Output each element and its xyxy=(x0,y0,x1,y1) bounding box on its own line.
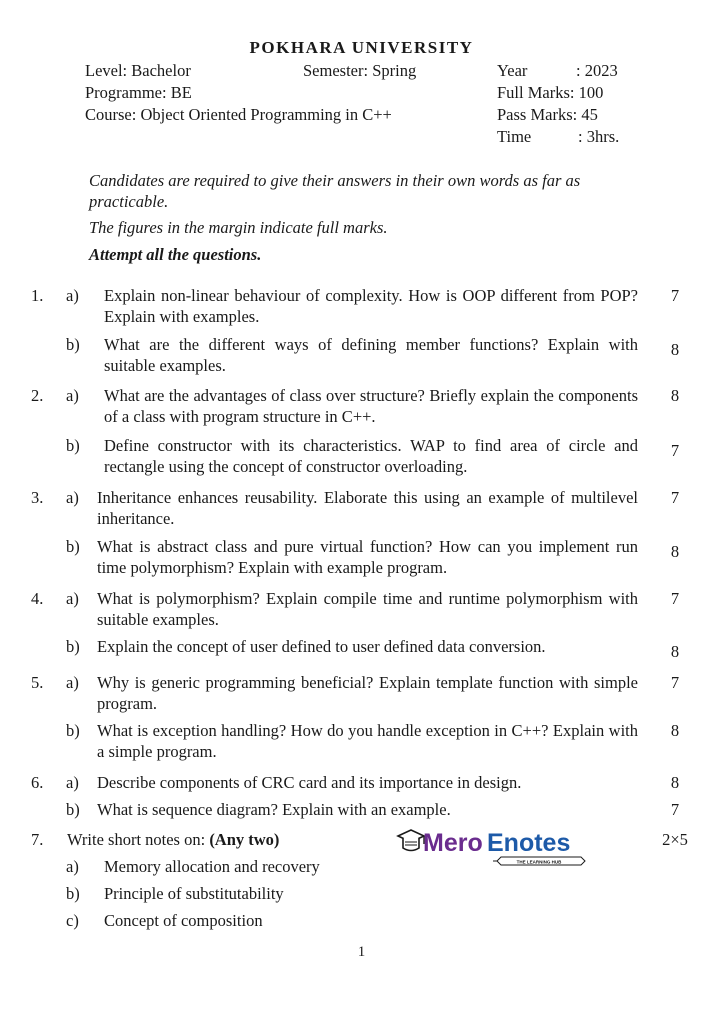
subpart-label: a) xyxy=(66,773,79,792)
question-text: Concept of composition xyxy=(104,911,263,930)
logo-tagline: THE LEARNING HUB xyxy=(516,859,562,865)
subpart-label: b) xyxy=(66,436,80,455)
question-number: 6. xyxy=(31,773,44,792)
marks-2a: 8 xyxy=(670,386,680,405)
subpart-label: b) xyxy=(66,537,80,556)
question-number: 2. xyxy=(31,386,44,405)
question-text: Define constructor with its characteristics. WAP to find area of circle and rectangle using the concept of constructor overloading. xyxy=(104,436,638,476)
subpart-label: b) xyxy=(66,884,80,903)
question-number: 5. xyxy=(31,673,44,692)
marks-2b: 7 xyxy=(670,441,680,460)
question-number: 1. xyxy=(31,286,44,305)
subpart-label: c) xyxy=(66,911,79,930)
marks-3b: 8 xyxy=(670,542,680,561)
question-text: Inheritance enhances reusability. Elaborate this using an example of multilevel inheritance. xyxy=(97,488,638,528)
time-value: : 3hrs. xyxy=(578,127,620,146)
question-number: 3. xyxy=(31,488,44,507)
logo-brand-part2: Enotes xyxy=(487,829,571,857)
subpart-label: a) xyxy=(66,286,79,305)
question-text: What are the different ways of defining member functions? Explain with suitable examples. xyxy=(104,335,638,375)
meroenotes-logo-graphic xyxy=(393,822,588,866)
course-label: Course: Object Oriented Programming in C++ xyxy=(85,105,392,124)
marks-5a: 7 xyxy=(670,673,680,692)
question-text: What is polymorphism? Explain compile time and runtime polymorphism with suitable examples. xyxy=(97,589,638,629)
programme-label: Programme: BE xyxy=(85,83,192,102)
question-text: Why is generic programming beneficial? Explain template function with simple program. xyxy=(97,673,638,713)
marks-7: 2×5 xyxy=(662,830,688,849)
question-text: Explain non-linear behaviour of complexity. How is OOP different from POP? Explain with examples. xyxy=(104,286,638,326)
question-text: Explain the concept of user defined to user defined data conversion. xyxy=(97,637,546,656)
graduation-cap-icon xyxy=(398,830,424,851)
marks-4b: 8 xyxy=(670,642,680,661)
marks-1a: 7 xyxy=(670,286,680,305)
question-text: Describe components of CRC card and its importance in design. xyxy=(97,773,522,792)
question-text: Memory allocation and recovery xyxy=(104,857,320,876)
question-text: What are the advantages of class over structure? Briefly explain the components of a class with program structure in C++. xyxy=(104,386,638,426)
meroenotes-logo xyxy=(393,822,588,866)
question-7-emphasis: (Any two) xyxy=(209,830,280,849)
logo-brand-part1: Mero xyxy=(423,829,483,857)
instruction-attempt-all: Attempt all the questions. xyxy=(89,245,262,264)
subpart-label: a) xyxy=(66,488,79,507)
question-text: Principle of substitutability xyxy=(104,884,284,903)
question-number: 4. xyxy=(31,589,44,608)
marks-5b: 8 xyxy=(670,721,680,740)
subpart-label: a) xyxy=(66,589,79,608)
subpart-label: b) xyxy=(66,800,80,819)
instruction-answer-own-words: Candidates are required to give their answers in their own words as far as practicable. xyxy=(89,171,581,211)
question-text xyxy=(67,829,367,850)
subpart-label: a) xyxy=(66,386,79,405)
subpart-label: a) xyxy=(66,673,79,692)
subpart-label: b) xyxy=(66,335,80,354)
level-label: Level: Bachelor xyxy=(85,61,191,80)
question-number: 7. xyxy=(31,830,44,849)
full-marks: Full Marks: 100 xyxy=(497,83,604,102)
question-text: What is sequence diagram? Explain with an example. xyxy=(97,800,451,819)
university-title: POKHARA UNIVERSITY xyxy=(249,38,474,57)
marks-6a: 8 xyxy=(670,773,680,792)
marks-4a: 7 xyxy=(670,589,680,608)
semester-label: Semester: Spring xyxy=(303,61,417,80)
time-label: Time xyxy=(497,127,532,146)
subpart-label: b) xyxy=(66,721,80,740)
year-label: Year xyxy=(497,61,528,80)
pass-marks: Pass Marks: 45 xyxy=(497,105,598,124)
marks-3a: 7 xyxy=(670,488,680,507)
marks-1b: 8 xyxy=(670,340,680,359)
marks-6b: 7 xyxy=(670,800,680,819)
subpart-label: a) xyxy=(66,857,79,876)
question-7-text: Write short notes on: xyxy=(67,830,210,849)
instruction-margin-marks: The figures in the margin indicate full marks. xyxy=(89,218,388,237)
page-number: 1 xyxy=(357,944,366,960)
question-text: What is exception handling? How do you handle exception in C++? Explain with a simple program. xyxy=(97,721,638,761)
subpart-label: b) xyxy=(66,637,80,656)
question-text: What is abstract class and pure virtual function? How can you implement run time polymorphism? Explain with example program. xyxy=(97,537,638,577)
year-value: : 2023 xyxy=(576,61,618,80)
